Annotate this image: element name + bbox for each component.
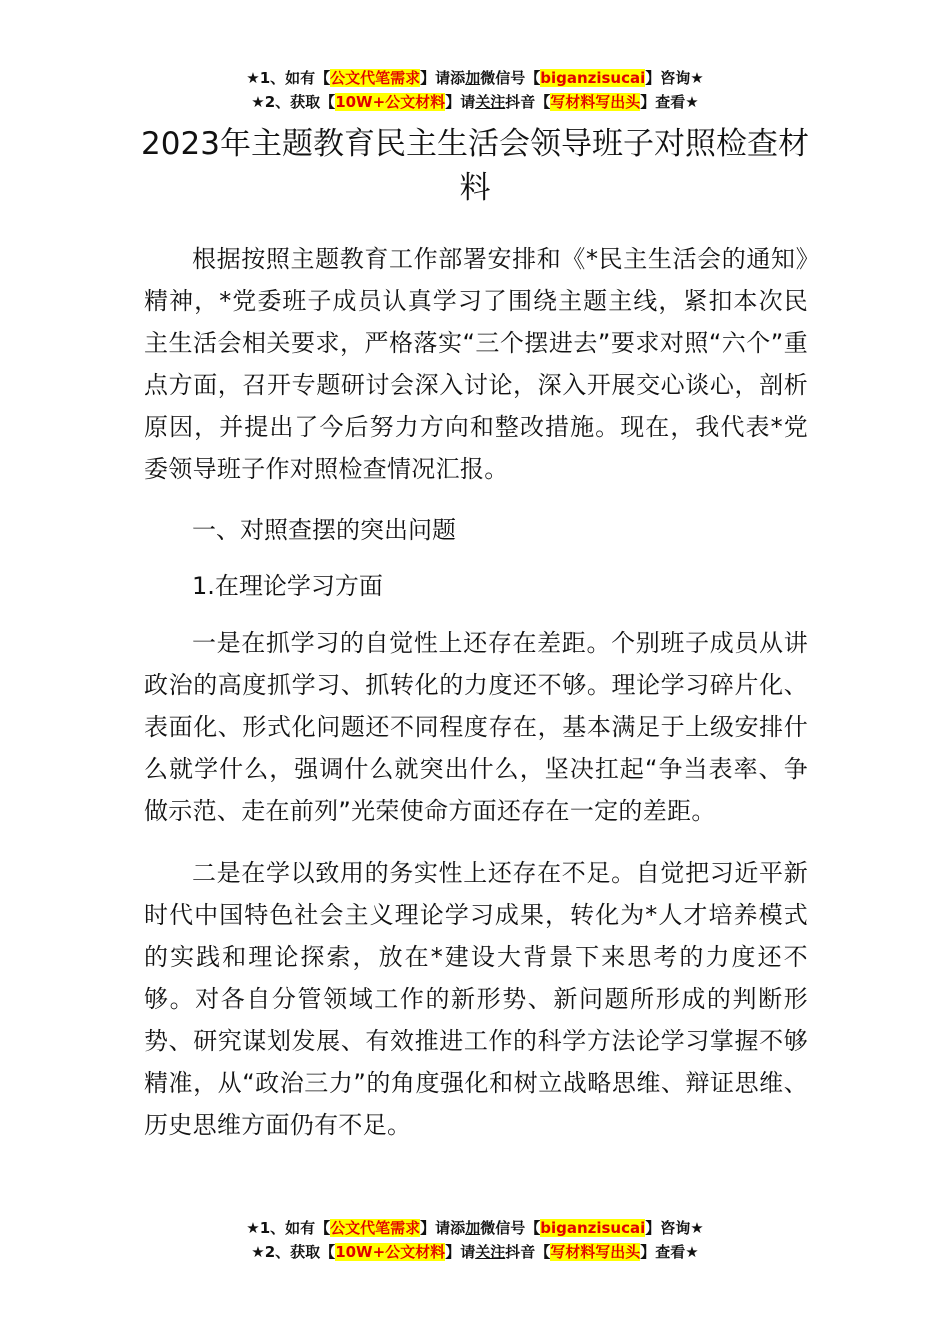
- banner-line-1: [0, 1216, 950, 1240]
- banner-text: ★2、获取【: [251, 93, 336, 111]
- banner-text-underlined: 加: [465, 1219, 481, 1237]
- intro-paragraph: 根据按照主题教育工作部署安排和《*民主生活会的通知》精神，*党委班子成员认真学习了围绕主题主线，紧扣本次民主生活会相关要求，严格落实“三个摆进去”要求对照“六个”重点方面，召开专题研讨会深入讨论，深入开展交心谈心，剖析原因，并提出了今后努力方向和整改措施。现在，我代表*党委领导班子作对照检查情况汇报。: [144, 245, 808, 483]
- banner-text: 微信号【: [480, 69, 541, 87]
- banner-line-2: [0, 1240, 950, 1264]
- banner-text: ★1、如有【: [246, 1219, 331, 1237]
- document-body: [144, 238, 808, 1166]
- banner-highlight-materials: 10W+公文材料: [335, 93, 446, 111]
- banner-text: 抖音【: [505, 93, 551, 111]
- banner-highlight-douyin: 写材料写出头: [550, 1243, 641, 1261]
- banner-text: 】咨询★: [645, 69, 704, 87]
- banner-text: 】查看★: [640, 93, 699, 111]
- banner-text: 抖音【: [505, 1243, 551, 1261]
- banner-highlight-service: 公文代笔需求: [330, 1219, 421, 1237]
- banner-highlight-wechat: biganzisucai: [540, 1219, 646, 1237]
- document-title: 2023年主题教育民主生活会领导班子对照检查材料: [141, 126, 809, 206]
- banner-text: 】请: [445, 1243, 476, 1261]
- banner-text-underlined: 加: [465, 69, 481, 87]
- banner-text: 】请添: [420, 1219, 466, 1237]
- bottom-banner: [0, 1216, 950, 1264]
- banner-highlight-wechat: biganzisucai: [540, 69, 646, 87]
- banner-text: 】请: [445, 93, 476, 111]
- banner-line-1: [0, 66, 950, 90]
- banner-text-underlined: 关注: [475, 93, 506, 111]
- top-banner: [0, 66, 950, 114]
- banner-text-underlined: 关注: [475, 1243, 506, 1261]
- banner-highlight-douyin: 写材料写出头: [550, 93, 641, 111]
- banner-text: ★1、如有【: [246, 69, 331, 87]
- section-heading: 一、对照查摆的突出问题: [192, 516, 456, 544]
- body-paragraph-2: 二是在学以致用的务实性上还存在不足。自觉把习近平新时代中国特色社会主义理论学习成果，转化为*人才培养模式的实践和理论探索，放在*建设大背景下来思考的力度还不够。对各自分管领域工作的新形势、新问题所形成的判断形势、研究谋划发展、有效推进工作的科学方法论学习掌握不够精准，从“政治三力”的角度强化和树立战略思维、辩证思维、历史思维方面仍有不足。: [144, 859, 808, 1139]
- banner-text: ★2、获取【: [251, 1243, 336, 1261]
- body-paragraph-1: 一是在抓学习的自觉性上还存在差距。个别班子成员从讲政治的高度抓学习、抓转化的力度还不够。理论学习碎片化、表面化、形式化问题还不同程度存在，基本满足于上级安排什么就学什么，强调什么就突出什么，坚决扛起“争当表率、争做示范、走在前列”光荣使命方面还存在一定的差距。: [144, 629, 808, 825]
- subsection-heading: 1.在理论学习方面: [192, 572, 383, 600]
- banner-line-2: [0, 90, 950, 114]
- banner-text: 微信号【: [480, 1219, 541, 1237]
- banner-text: 】请添: [420, 69, 466, 87]
- banner-highlight-materials: 10W+公文材料: [335, 1243, 446, 1261]
- banner-text: 】咨询★: [645, 1219, 704, 1237]
- banner-highlight-service: 公文代笔需求: [330, 69, 421, 87]
- banner-text: 】查看★: [640, 1243, 699, 1261]
